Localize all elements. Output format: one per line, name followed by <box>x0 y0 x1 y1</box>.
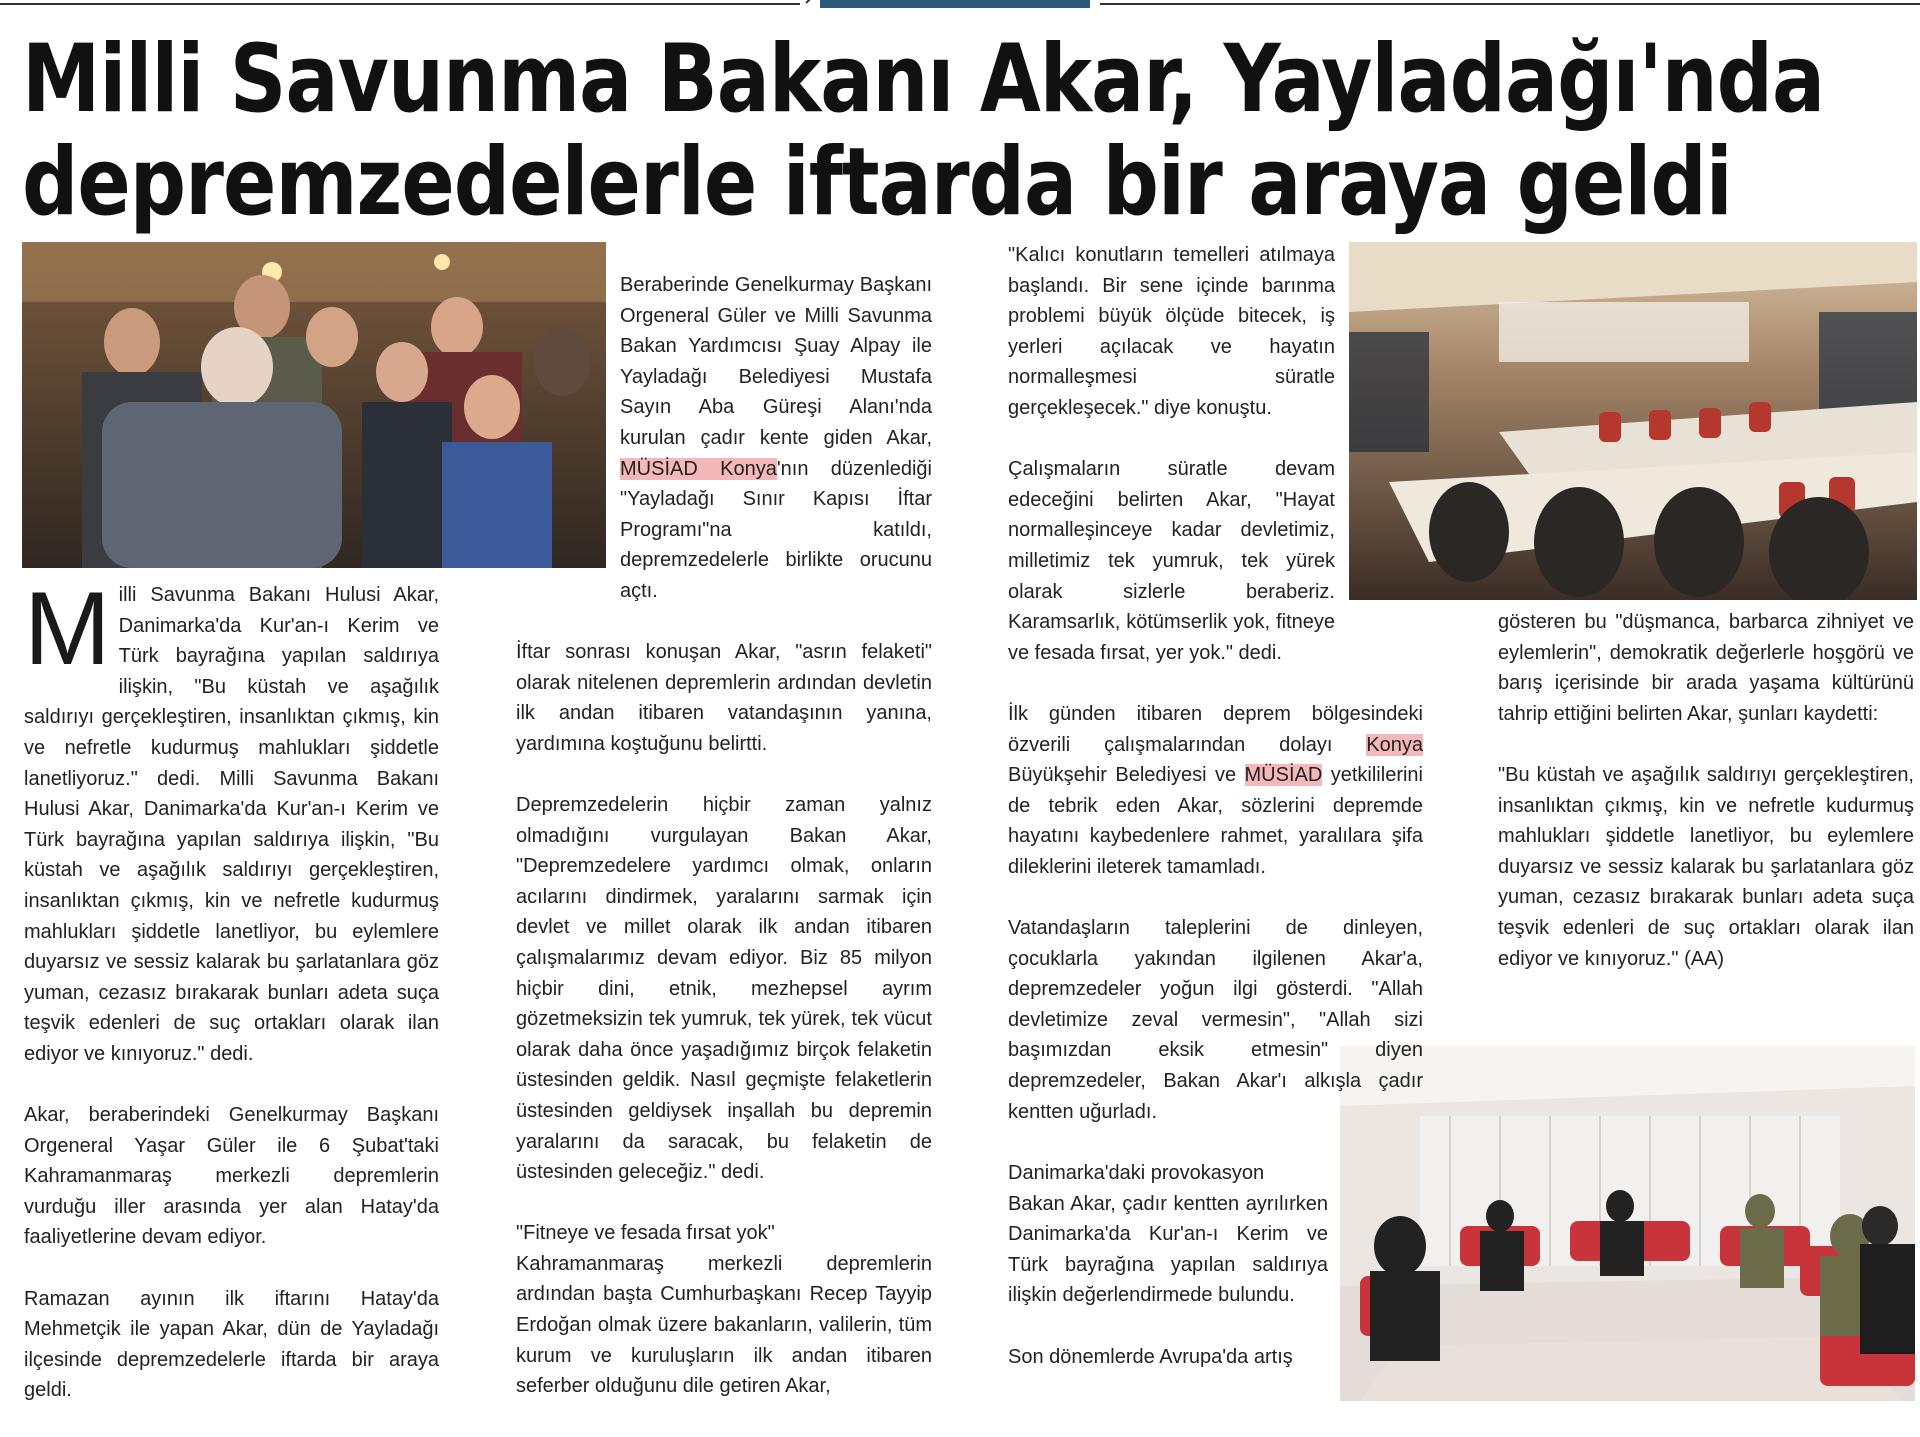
col4-paragraph-1: gösteren bu "düşmanca, barbarca zihniyet ve eylemlerin", demokratik değerlerle hoşgörü ve barış içerisinde bir arada yaşama kültürünü tahrip ettiğini belirten Akar, şunları kaydetti: <box>1498 611 1914 725</box>
col3-p3-text-c: yetkililerini de tebrik eden Akar, sözlerini depremde hayatını kaybedenlere rahmet, yaralılara şifa dileklerini ileterek tamamladı. <box>1008 764 1423 878</box>
col3-paragraph-2: Çalışmaların süratle devam edeceğini belirten Akar, "Hayat normalleşinceye kadar devletimiz, milletimiz tek yumruk, tek yürek olarak sizlerle beraberiz. Karamsarlık, kötümserlik yok, fitneye ve fesada fırsat, yer yok." dedi. <box>1008 458 1335 664</box>
rule-left <box>0 3 800 5</box>
article-column-4 <box>1498 607 1914 1005</box>
col3-paragraph-6: Son dönemlerde Avrupa'da artış <box>1008 1345 1293 1368</box>
rule-right <box>1100 3 1920 5</box>
col2-paragraph-1 <box>620 270 932 607</box>
article-column-3-top <box>1008 240 1335 699</box>
article-column-2 <box>516 637 932 1402</box>
article-column-3-lower <box>1008 913 1423 1158</box>
col3-subheading: Danimarka'daki provokasyon <box>1008 1162 1265 1184</box>
col2-p1-text-a: Beraberinde Genelkurmay Başkanı Orgeneral Güler ve Milli Savunma Bakan Yardımcısı Şuay Alpay ile Yayladağı Belediyesi Mustafa Sayın Aba Güreşi Alanı'nda kurulan çadır kente giden Akar, <box>620 274 932 449</box>
col3-paragraph-1: "Kalıcı konutların temelleri atılmaya başlandı. Bir sene içinde barınma problemi büyük ölçüde bitecek, iş yerleri açılacak ve hayatın normalleşmesi süratle gerçekleşecek." diye konuştu. <box>1008 244 1335 419</box>
highlight-konya: Konya <box>1366 733 1423 756</box>
section-label <box>820 0 1090 8</box>
col1-paragraph-2: Akar, beraberindeki Genelkurmay Başkanı Orgeneral Yaşar Güler ile 6 Şubat'taki Kahramanmaraş merkezli depremlerin vurduğu iller arasında yer alan Hatay'da faaliyetlerine devam ediyor. <box>24 1104 439 1249</box>
headline-line-1: Milli Savunma Bakanı Akar, Yayladağı'nda <box>22 25 1825 134</box>
photo-iftar-dinner <box>1349 242 1917 600</box>
highlight-musiad-konya: MÜSİAD Konya <box>620 457 777 480</box>
col3-paragraph-4: Vatandaşların taleplerini de dinleyen, çocuklarla yakından ilgilenen Akar'a, depremzedeler yoğun ilgi gösterdi. "Allah devletimize zeval vermesin", "Allah sizi başımızdan eksik etmesin" diyen depremzedeler, Bakan Akar'ı alkışla çadır kentten uğurladı. <box>1008 917 1423 1123</box>
col3-p3-text-a: İlk günden itibaren deprem bölgesindeki özverili çalışmalarından dolayı <box>1008 703 1423 756</box>
photo3-graphic <box>1340 1046 1915 1401</box>
col2-paragraph-3: Depremzedelerin hiçbir zaman yalnız olmadığını vurgulayan Bakan Akar, "Depremzedelere yardımcı olmak, onların acılarını dindirmek, yaralarını sarmak için devlet ve millet olarak ilk andan itibaren çalışmalarımız devam ediyor. Biz 85 milyon hiçbir dini, etnik, mezhepsel ayrım gözetmeksizin tek yumruk, tek yürek, tek vücut olarak daha önce yaşadığımız birçok felaketin üstesinden geldik. Nasıl geçmişte felaketlerin üstesinden geldiysek inşallah bu depremin yaralarını da saracak, bu felaketin de üstesinden geleceğiz." dedi. <box>516 793 932 1184</box>
section-bar <box>0 0 1920 10</box>
headline-line-2: depremzedelerle iftarda bir araya geldi <box>22 128 1732 237</box>
photo-minister-greeting-children <box>22 242 606 568</box>
article-column-3 <box>1008 699 1423 913</box>
col1-paragraph-1 <box>24 571 439 1070</box>
col4-paragraph-2: "Bu küstah ve aşağılık saldırıyı gerçekleştiren, insanlıktan çıkmış, kin ve nefretle kudurmuş mahlukları şiddetle lanetliyor, bu eylemlere duyarsız ve sessiz kalarak bu şarlatanlara göz yuman, cezasız bırakarak bunları adeta suça teşvik edenleri de suç ortakları olarak ilan ediyor ve kınıyoruz." (AA) <box>1498 763 1914 970</box>
drop-cap: M <box>24 571 111 687</box>
highlight-musiad: MÜSİAD <box>1244 764 1323 787</box>
col3-p3-text-b: Büyükşehir Belediyesi ve <box>1008 764 1245 787</box>
col1-paragraph-1-text: illi Savunma Bakanı Hulusi Akar, Danimarka'da Kur'an-ı Kerim ve Türk bayrağına yapılan saldırıya ilişkin, "Bu küstah ve aşağılık saldırıyı gerçekleştiren, insanlıktan çıkmış, kin ve nefretle kudurmuş mahlukları şiddetle lanetliyoruz." dedi. Milli Savunma Bakanı Hulusi Akar, Danimarka'da Kur'an-ı Kerim ve Türk bayrağına yapılan saldırıya ilişkin, "Bu küstah ve aşağılık saldırıyı gerçekleştiren, insanlıktan çıkmış, kin ve nefretle kudurmuş mahlukları şiddetle lanetliyor, bu eylemlere duyarsız ve sessiz kalarak bu şarlatanlara göz yuman, cezasız bırakarak bunları adeta suça teşvik edenleri de suç ortakları olarak ilan ediyor ve kınıyoruz." dedi. <box>24 584 439 1065</box>
photo1-graphic <box>22 242 606 568</box>
col2-paragraph-4: Kahramanmaraş merkezli depremlerin ardından başta Cumhurbaşkanı Recep Tayyip Erdoğan olmak üzere bakanların, valilerin, tüm kurum ve kuruluşların ilk andan itibaren seferber olduğunu dile getiren Akar, <box>516 1252 932 1398</box>
article-column-1 <box>24 571 439 1437</box>
col2-paragraph-2: İftar sonrası konuşan Akar, "asrın felaketi" olarak nitelenen depremlerin ardından devletin ilk andan itibaren vatandaşının yanına, yardımına koştuğunu belirtti. <box>516 641 932 755</box>
col3-paragraph-3 <box>1008 699 1423 883</box>
photo-meeting-room <box>1340 1046 1915 1401</box>
col1-paragraph-3: Ramazan ayının ilk iftarını Hatay'da Mehmetçik ile yapan Akar, dün de Yayladağı ilçesinde depremzedelerle iftarda bir araya geldi. <box>24 1287 439 1402</box>
col3-paragraph-5: Bakan Akar, çadır kentten ayrılırken Danimarka'da Kur'an-ı Kerim ve Türk bayrağına yapılan saldırıya ilişkin değerlendirmede bulundu. <box>1008 1192 1328 1307</box>
col2-p1-text-b: 'nın düzenlediği "Yayladağı Sınır Kapısı İftar Programı"na katıldı, depremzedelerle birlikte orucunu açtı. <box>620 457 932 602</box>
photo2-graphic <box>1349 242 1917 600</box>
col2-subheading: "Fitneye ve fesada fırsat yok" <box>516 1222 775 1245</box>
headline <box>22 25 1825 237</box>
article-column-2-top <box>620 270 932 637</box>
article-column-3-bottom <box>1008 1158 1328 1372</box>
